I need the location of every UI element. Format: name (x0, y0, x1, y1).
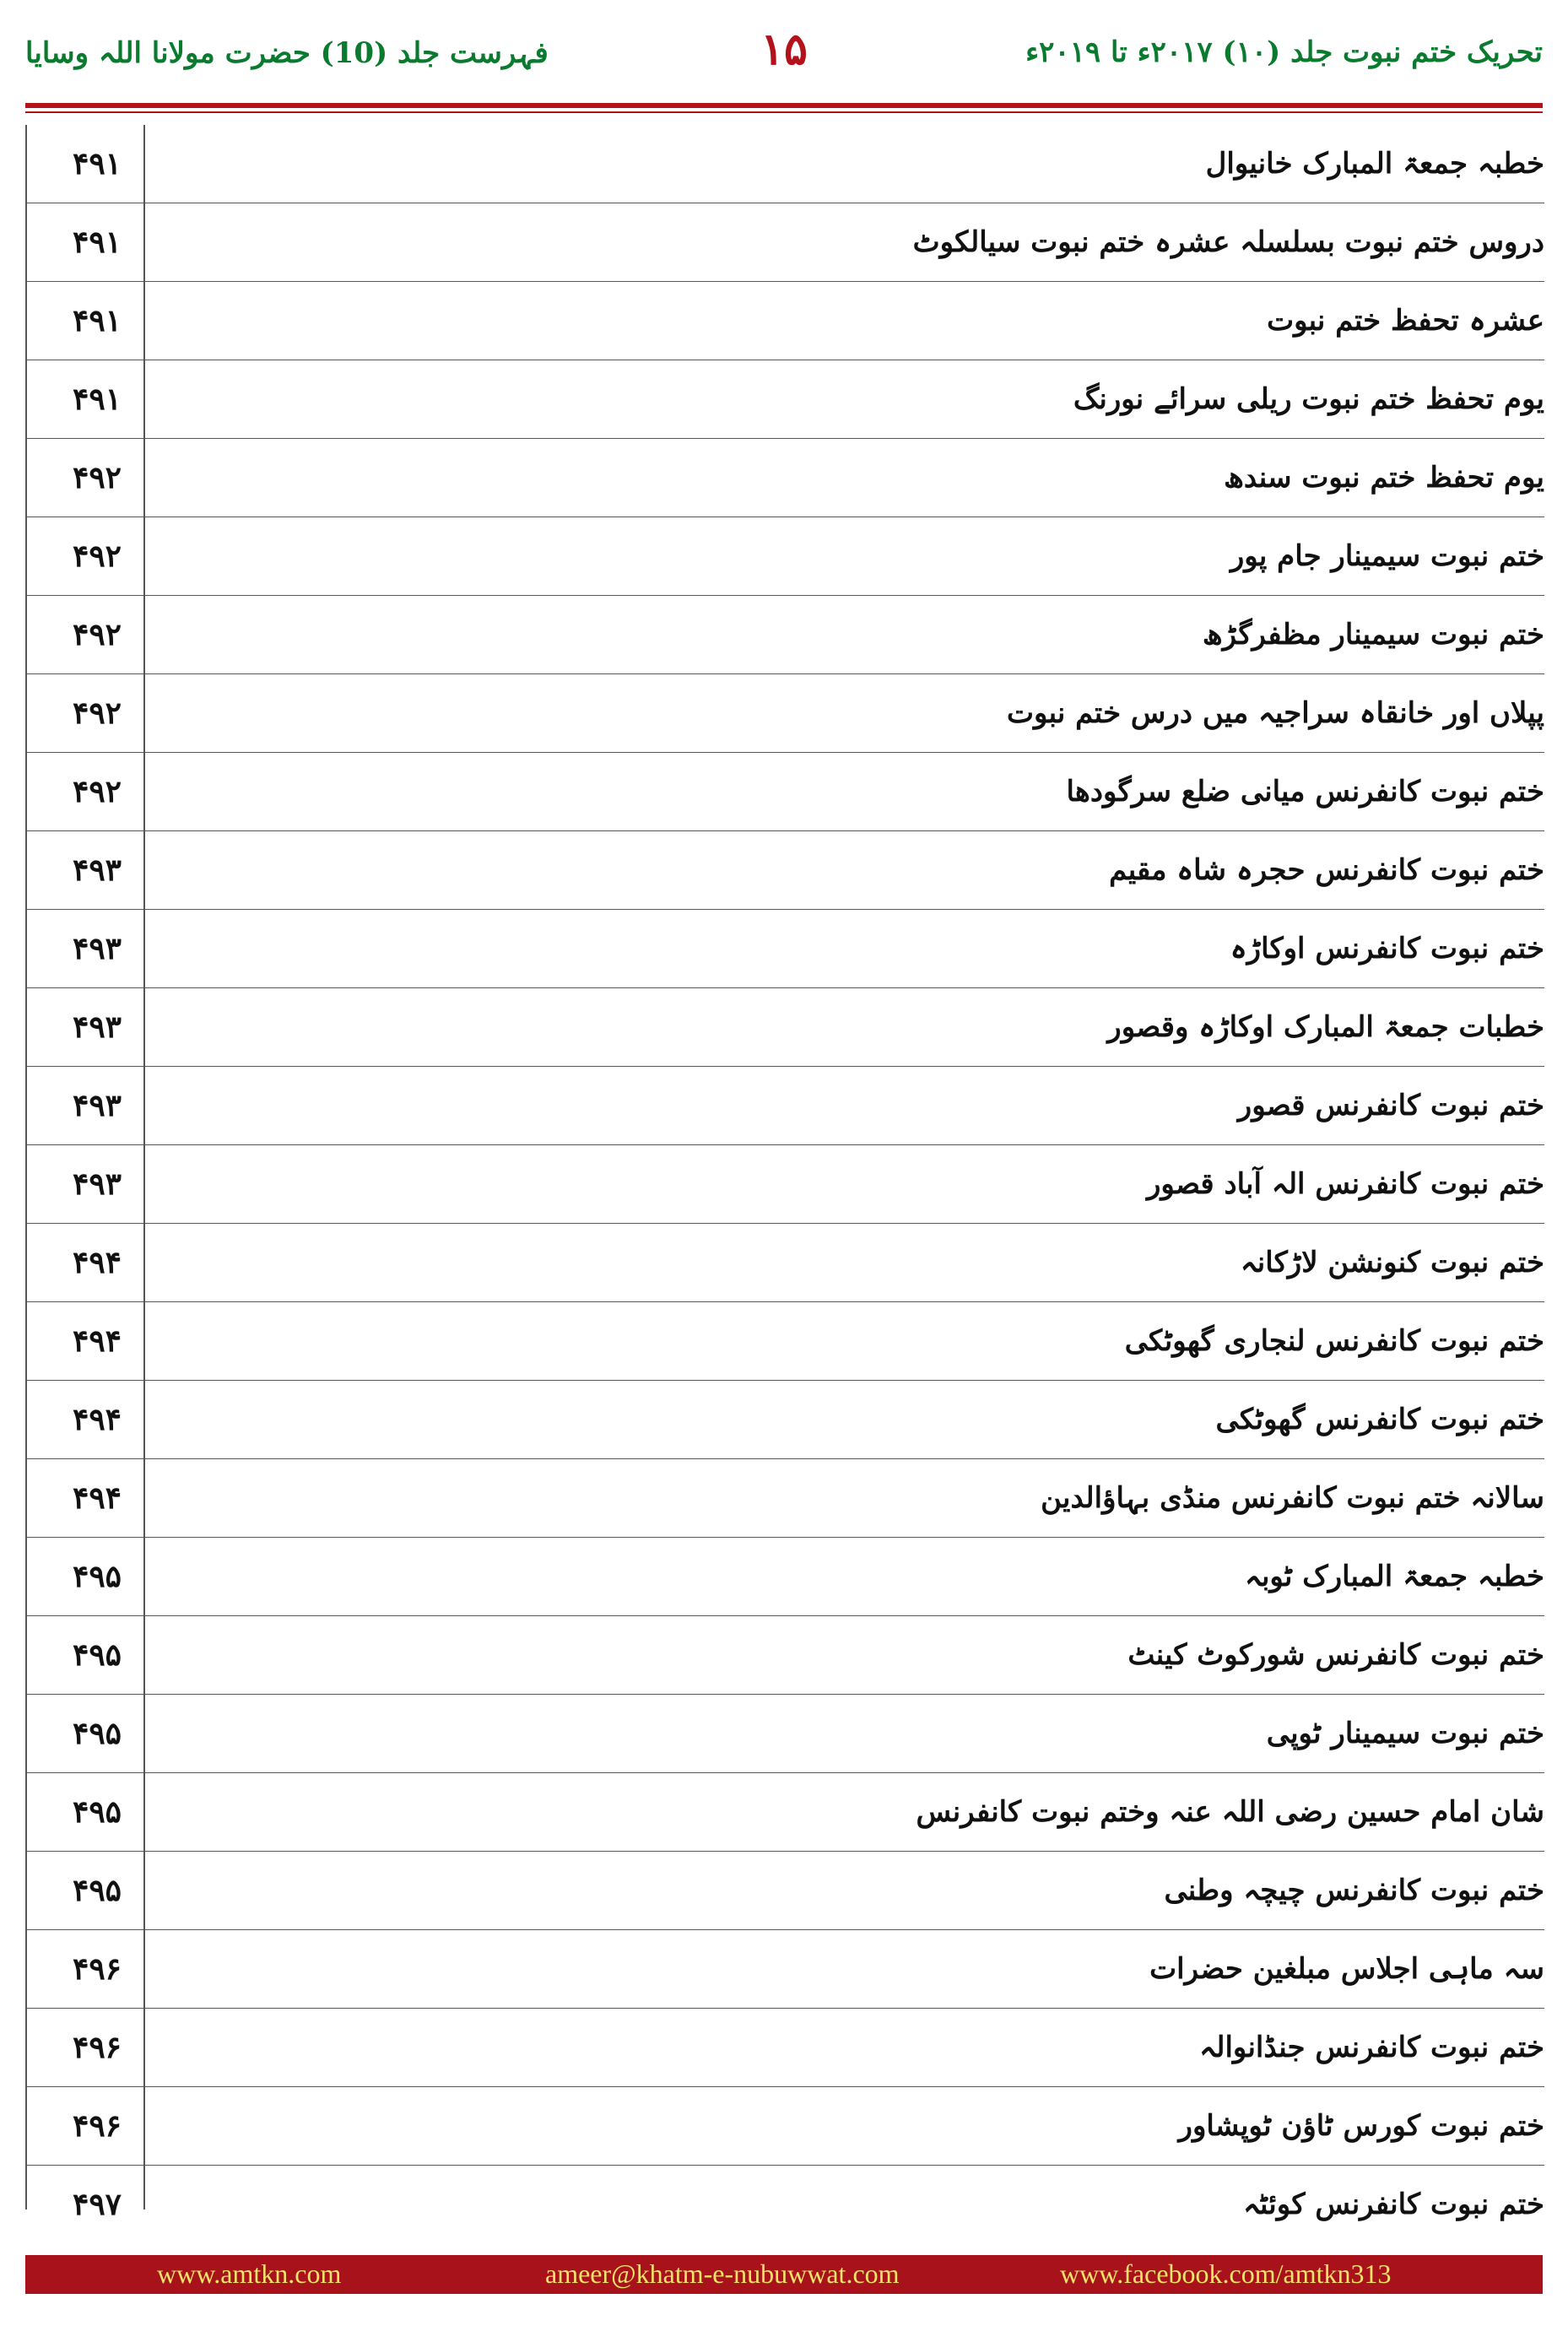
table-row (25, 1852, 1544, 1930)
toc-entry-title: ختم نبوت کانفرنس الہ آباد قصور (1146, 1167, 1544, 1201)
toc-entry-title: دروس ختم نبوت بسلسلہ عشرہ ختم نبوت سیالکوٹ (912, 225, 1544, 259)
table-row (25, 674, 1544, 753)
toc-entry-title: ختم نبوت کانفرنس گھوٹکی (1215, 1403, 1544, 1436)
footer-facebook-link[interactable]: www.facebook.com/amtkn313 (1060, 2258, 1392, 2289)
table-row (25, 2166, 1544, 2243)
table-row (25, 203, 1544, 282)
toc-entry-title: ختم نبوت سیمینار جام پور (1230, 539, 1544, 573)
toc-entry-title: خطبہ جمعۃ المبارک ٹوبہ (1245, 1560, 1544, 1593)
table-row (25, 1224, 1544, 1302)
table-row (25, 1538, 1544, 1616)
table-row (25, 1459, 1544, 1538)
toc-page-number: ۴۹۱ (72, 146, 122, 181)
toc-page-number: ۴۹۵ (72, 1637, 122, 1673)
footer-website-link[interactable]: www.amtkn.com (157, 2258, 342, 2289)
toc-page-number: ۴۹۴ (72, 1323, 122, 1359)
table-row (25, 988, 1544, 1067)
toc-entry-title: ختم نبوت سیمینار ٹوپی (1266, 1717, 1544, 1750)
table-row (25, 2087, 1544, 2166)
toc-page-number: ۴۹۳ (72, 852, 122, 888)
table-row (25, 2009, 1544, 2087)
toc-page-number: ۴۹۷ (72, 2187, 122, 2222)
toc-page-number: ۴۹۵ (72, 1794, 122, 1830)
footer-email-link[interactable]: ameer@khatm-e-nubuwwat.com (545, 2258, 900, 2289)
toc-page-number: ۴۹۳ (72, 1166, 122, 1202)
table-row (25, 360, 1544, 439)
table-of-contents (25, 125, 1544, 2243)
toc-page-number: ۴۹۳ (72, 931, 122, 966)
toc-entry-title: خطبہ جمعۃ المبارک خانیوال (1205, 147, 1544, 181)
toc-page-number: ۴۹۳ (72, 1088, 122, 1123)
toc-entry-title: پپلاں اور خانقاہ سراجیہ میں درس ختم نبوت (1007, 696, 1544, 730)
toc-entry-title: ختم نبوت کورس ٹاؤن ٹوپشاور (1178, 2109, 1544, 2143)
table-row (25, 282, 1544, 360)
table-row (25, 596, 1544, 674)
table-row (25, 1302, 1544, 1381)
table-row (25, 517, 1544, 596)
toc-entry-title: یوم تحفظ ختم نبوت سندھ (1224, 461, 1544, 495)
toc-entry-title: عشرہ تحفظ ختم نبوت (1267, 304, 1544, 338)
table-row (25, 439, 1544, 517)
toc-page-number: ۴۹۴ (72, 1402, 122, 1437)
table-row (25, 1067, 1544, 1145)
toc-page-number: ۴۹۵ (72, 1873, 122, 1908)
table-row (25, 1773, 1544, 1852)
toc-entry-title: ختم نبوت کانفرنس جنڈانوالہ (1199, 2031, 1544, 2064)
table-row (25, 1930, 1544, 2009)
toc-page-number: ۴۹۲ (72, 617, 122, 652)
toc-entry-title: ختم نبوت کانفرنس کوئٹہ (1243, 2188, 1544, 2221)
toc-entry-title: ختم نبوت کنونشن لاڑکانہ (1240, 1246, 1544, 1279)
toc-page-number: ۴۹۶ (72, 2108, 122, 2144)
toc-page-number: ۴۹۱ (72, 224, 122, 260)
toc-entry-title: ختم نبوت کانفرنس میانی ضلع سرگودھا (1066, 775, 1544, 809)
toc-entry-title: شان امام حسین رضی اللہ عنہ وختم نبوت کانفرنس (916, 1795, 1544, 1829)
table-row (25, 125, 1544, 203)
toc-entry-title: خطبات جمعۃ المبارک اوکاڑہ وقصور (1107, 1010, 1544, 1044)
page-header (25, 24, 1543, 100)
toc-page-number: ۴۹۲ (72, 538, 122, 574)
section-title: فہرست جلد (10) حضرت مولانا اللہ وسایا (25, 36, 549, 70)
toc-page-number: ۴۹۲ (72, 695, 122, 731)
table-row (25, 1616, 1544, 1695)
table-row (25, 1695, 1544, 1773)
page-number: ۱۵ (760, 24, 808, 75)
table-row (25, 1381, 1544, 1459)
toc-page-number: ۴۹۴ (72, 1245, 122, 1280)
toc-page-number: ۴۹۵ (72, 1559, 122, 1594)
toc-page-number: ۴۹۲ (72, 460, 122, 495)
header-rule-thin (25, 111, 1543, 113)
table-row (25, 910, 1544, 988)
toc-page-number: ۴۹۶ (72, 1951, 122, 1987)
toc-entry-title: ختم نبوت سیمینار مظفرگڑھ (1202, 618, 1544, 652)
toc-entry-title: ختم نبوت کانفرنس اوکاڑہ (1230, 932, 1544, 965)
toc-entry-title: ختم نبوت کانفرنس لنجاری گھوٹکی (1124, 1324, 1544, 1358)
toc-entry-title: سہ ماہی اجلاس مبلغین حضرات (1149, 1952, 1544, 1986)
toc-page-number: ۴۹۵ (72, 1716, 122, 1751)
page-footer (25, 2255, 1543, 2294)
toc-entry-title: ختم نبوت کانفرنس قصور (1237, 1089, 1544, 1122)
toc-page-number: ۴۹۲ (72, 774, 122, 809)
toc-page-number: ۴۹۴ (72, 1480, 122, 1516)
toc-entry-title: ختم نبوت کانفرنس شورکوٹ کینٹ (1127, 1638, 1544, 1672)
toc-page-number: ۴۹۱ (72, 303, 122, 338)
header-rule-thick (25, 103, 1543, 108)
toc-page-number: ۴۹۳ (72, 1009, 122, 1045)
book-title: تحریک ختم نبوت جلد (۱۰) ۲۰۱۷ء تا ۲۰۱۹ء (1025, 35, 1543, 69)
toc-page-number: ۴۹۶ (72, 2030, 122, 2065)
table-row (25, 831, 1544, 910)
toc-entry-title: یوم تحفظ ختم نبوت ریلی سرائے نورنگ (1073, 382, 1544, 416)
table-row (25, 753, 1544, 831)
toc-entry-title: ختم نبوت کانفرنس چیچہ وطنی (1164, 1874, 1544, 1907)
toc-entry-title: سالانہ ختم نبوت کانفرنس منڈی بہاؤالدین (1041, 1481, 1544, 1515)
table-row (25, 1145, 1544, 1224)
toc-entry-title: ختم نبوت کانفرنس حجرہ شاہ مقیم (1109, 853, 1544, 887)
toc-page-number: ۴۹۱ (72, 381, 122, 417)
